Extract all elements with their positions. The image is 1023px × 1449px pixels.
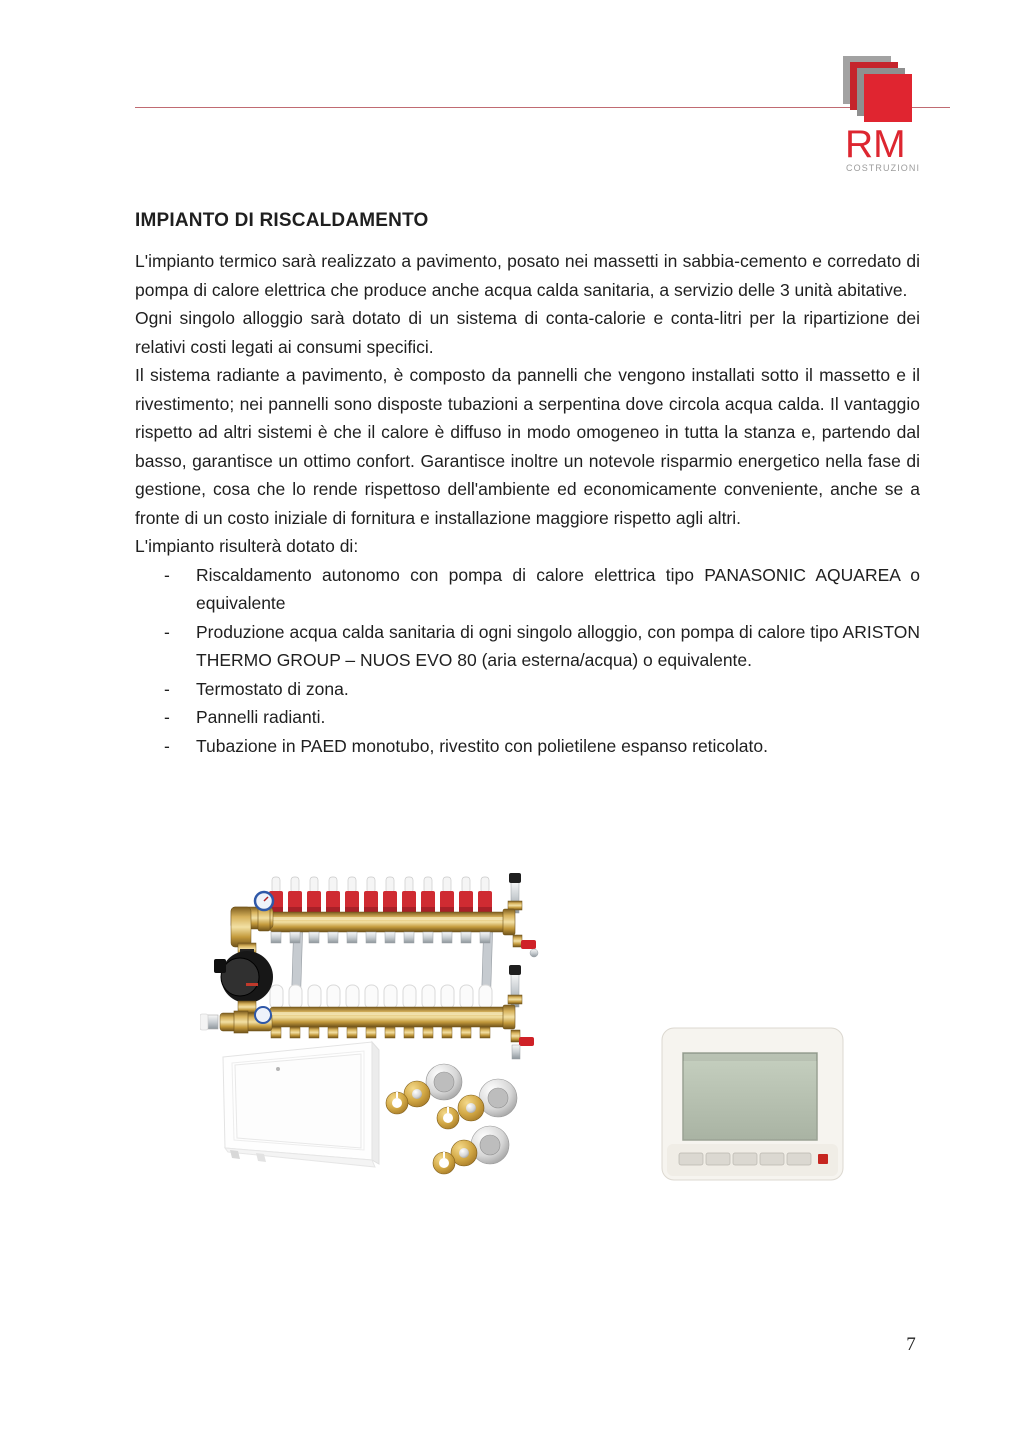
list-item-text: Termostato di zona. — [196, 678, 349, 699]
logo-subtitle-text: COSTRUZIONI — [846, 163, 921, 173]
logo-brand-text: RM — [845, 123, 906, 166]
list-item-text: Produzione acqua calda sanitaria di ogni singolo alloggio, con pompa di calore tipo ARISTON THERMO GROUP – NUOS EVO 80 (aria esterna/acqua) o equivalente. — [196, 621, 920, 670]
body-text — [135, 247, 920, 760]
fitting-set — [386, 1064, 462, 1114]
air-vents-and-drains — [503, 873, 538, 1059]
list-dash: - — [164, 678, 170, 699]
paragraph: L'impianto risulterà dotato di: — [135, 536, 359, 556]
list-item — [135, 561, 920, 618]
paragraph: Il sistema radiante a pavimento, è composto da pannelli che vengono installati sotto il massetto e il rivestimento; nei pannelli sono disposte tubazioni a serpentina dove circola acqua calda. Il vantaggio rispetto ad altri sistemi è che il calore è diffuso in modo omogeneo in tutta la stanza e, partendo dal basso, garantisce un ottimo confort. Garantisce inoltre un notevole risparmio energetico nella fase di gestione, cosa che lo rende rispettoso dell'ambiente ed economicamente conveniente, anche se a fronte di un costo iniziale di fornitura e installazione maggiore rispetto agli altri. — [135, 365, 920, 528]
list-dash: - — [164, 707, 170, 727]
list-item — [135, 703, 920, 732]
company-logo — [838, 50, 948, 180]
valve-caps — [270, 985, 492, 1009]
fittings-photo — [380, 1052, 530, 1182]
list-item-text: Pannelli radianti. — [196, 707, 326, 727]
paragraph: Ogni singolo alloggio sarà dotato di un sistema di conta-calorie e conta-litri per la ripartizione dei relativi costi legati ai consumi specifici. — [135, 308, 920, 357]
page-title: IMPIANTO DI RISCALDAMENTO — [135, 209, 429, 231]
list-dash: - — [164, 621, 170, 642]
equipment-list — [135, 561, 920, 761]
list-item — [135, 675, 920, 704]
list-item — [135, 732, 920, 761]
header-rule — [135, 107, 950, 108]
thermostat-photo — [653, 1018, 853, 1203]
cabinet-photo — [218, 1038, 383, 1188]
list-item-text: Tubazione in PAED monotubo, rivestito con polietilene espanso reticolato. — [196, 735, 768, 756]
manifold-bars — [270, 912, 507, 1027]
thermostat-buttons — [679, 1153, 828, 1165]
fitting-set — [433, 1126, 509, 1174]
circulation-pump — [200, 892, 273, 1033]
flow-meters — [269, 877, 492, 912]
cabinet-lock-icon — [276, 1067, 280, 1071]
list-dash: - — [164, 735, 170, 756]
thermostat-red-button — [818, 1154, 828, 1164]
logo-square-front-icon — [864, 74, 912, 122]
thermostat-screen — [683, 1053, 817, 1140]
page-number: 7 — [906, 1334, 916, 1355]
paragraph: L'impianto termico sarà realizzato a pavimento, posato nei massetti in sabbia-cemento e corredato di pompa di calore elettrica che produce anche acqua calda sanitaria, a servizio delle 3 unità abitative. — [135, 251, 920, 300]
pressure-gauge-icon — [255, 1007, 271, 1023]
list-item — [135, 618, 920, 675]
list-item-text: Riscaldamento autonomo con pompa di calore elettrica tipo PANASONIC AQUAREA o equivalente — [196, 564, 920, 613]
list-dash: - — [164, 564, 170, 585]
